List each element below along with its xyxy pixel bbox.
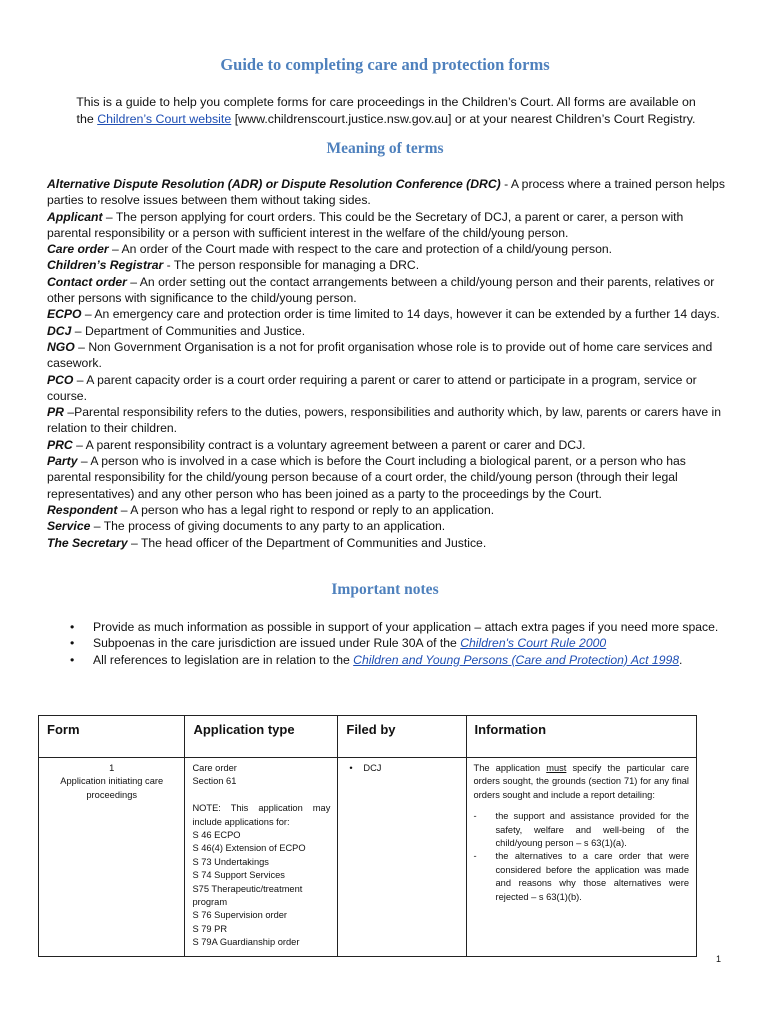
term-contact-order bbox=[47, 274, 727, 307]
note-text: All references to legislation are in relation to the bbox=[93, 652, 354, 667]
term-label: The Secretary bbox=[47, 535, 128, 550]
term-pr bbox=[47, 404, 727, 437]
terms-heading: Meaning of terms bbox=[326, 140, 444, 157]
info-list bbox=[474, 810, 689, 904]
term-dcj bbox=[47, 323, 727, 339]
term-label: Party bbox=[47, 454, 78, 469]
note-item bbox=[70, 652, 735, 668]
note-text: Provide as much information as possible in support of your application – attach extra pages if you need more space. bbox=[93, 620, 719, 634]
app-type-line: S 46 ECPO bbox=[192, 830, 241, 841]
term-pco bbox=[47, 372, 727, 405]
page-title: Guide to completing care and protection forms bbox=[220, 55, 550, 74]
term-definition: – The head officer of the Department of Communities and Justice. bbox=[127, 535, 487, 550]
term-definition: – The person applying for court orders. This could be the Secretary of DCJ, a parent or carer, a person with parental responsibility or a person with sufficient interest in the welfare of the child/young person. bbox=[47, 209, 684, 240]
info-item: - the alternatives to a care order that were considered before the application was made and reasons why those alternatives were rejected – s 63(1)(b). bbox=[474, 850, 689, 904]
term-prc bbox=[47, 437, 727, 453]
term-definition: – Non Government Organisation is a not for profit organisation whose role is to provide out of home care services and casework. bbox=[47, 339, 713, 371]
app-type-line: S 74 Support Services bbox=[192, 870, 285, 881]
note-item bbox=[70, 635, 735, 651]
term-label: Applicant bbox=[47, 209, 103, 224]
term-definition: - A process where a trained person helps parties to resolve issues between them without taking sides. bbox=[47, 177, 725, 208]
term-definition: – An emergency care and protection order is time limited to 14 days, however it can be extended by a further 14 days. bbox=[81, 307, 720, 322]
term-applicant bbox=[47, 209, 727, 242]
app-type-line: S 73 Undertakings bbox=[192, 856, 269, 867]
term-label: Service bbox=[47, 519, 91, 534]
app-type-line: S 46(4) Extension of ECPO bbox=[192, 843, 306, 854]
intro-line-2-start: the bbox=[76, 112, 98, 126]
form-number: 1 bbox=[109, 763, 115, 773]
term-service bbox=[47, 518, 727, 534]
page-number: 1 bbox=[716, 954, 722, 964]
intro-line-1: This is a guide to help you complete forms for care proceedings in the Children’s Court. All forms are available on bbox=[76, 95, 696, 109]
term-label: Children’s Registrar bbox=[47, 258, 164, 273]
term-definition: – A parent responsibility contract is a voluntary agreement between a parent or carer and DCJ. bbox=[72, 437, 586, 452]
term-care-order bbox=[47, 241, 727, 257]
intro-line-2-end: [www.childrenscourt.justice.nsw.gov.au] or at your nearest Children’s Court Registry. bbox=[231, 112, 696, 126]
header-filed-by: Filed by bbox=[338, 716, 466, 758]
header-application-type: Application type bbox=[185, 716, 338, 758]
term-party bbox=[47, 453, 727, 502]
app-type-line: S 76 Supervision order bbox=[192, 910, 288, 921]
notes-list bbox=[70, 619, 735, 668]
app-type-line: Section 61 bbox=[192, 776, 237, 787]
forms-table bbox=[38, 715, 697, 957]
table-row bbox=[39, 758, 697, 957]
notes-heading: Important notes bbox=[331, 581, 439, 598]
term-label: Alternative Dispute Resolution (ADR) or Dispute Resolution Conference (DRC) bbox=[47, 177, 501, 191]
info-item: - the support and assistance provided for the safety, welfare and well-being of the child/young person – s 63(1)(a). bbox=[474, 810, 689, 850]
intro-paragraph bbox=[40, 94, 732, 128]
application-type-cell bbox=[185, 758, 338, 957]
table-header-row bbox=[39, 716, 697, 758]
term-childrens-registrar bbox=[47, 257, 727, 273]
term-definition: – A person who has a legal right to respond or reply to an application. bbox=[117, 502, 495, 517]
form-cell bbox=[39, 758, 185, 957]
app-type-line: NOTE: This application may include applications for: bbox=[192, 803, 331, 827]
info-must: must bbox=[546, 763, 567, 773]
term-label: Respondent bbox=[47, 502, 118, 517]
app-type-line: S75 Therapeutic/treatment program bbox=[192, 883, 303, 908]
term-label: PRC bbox=[47, 437, 73, 452]
childrens-court-rule-link[interactable]: Children's Court Rule 2000 bbox=[460, 636, 607, 651]
information-cell bbox=[466, 758, 696, 957]
term-label: Care order bbox=[47, 242, 109, 257]
term-definition: – A person who is involved in a case which is before the Court including a biological parent, or a person who has parental responsibility for the child/young person because of a court order, the child/young person (through their legal representatives) and any other person who has been joined as a party to the proceedings by the Court. bbox=[47, 454, 686, 501]
term-definition: – An order setting out the contact arrangements between a child/young person and their parents, relatives or other persons with significance to the child/young person. bbox=[47, 274, 715, 306]
term-definition: – The process of giving documents to any party to an application. bbox=[90, 519, 446, 534]
term-label: ECPO bbox=[47, 307, 82, 322]
info-text: The application bbox=[473, 763, 547, 773]
term-label: PR bbox=[47, 405, 64, 420]
app-type-line bbox=[192, 789, 330, 802]
term-ngo bbox=[47, 339, 727, 372]
note-text-end: . bbox=[679, 652, 683, 667]
term-definition: – A parent capacity order is a court order requiring a parent or carer to attend or participate in a program, service or course. bbox=[47, 372, 697, 403]
term-respondent bbox=[47, 502, 727, 518]
childrens-court-website-link[interactable]: Children’s Court website bbox=[97, 112, 232, 126]
term-ecpo bbox=[47, 306, 727, 322]
term-label: Contact order bbox=[47, 274, 127, 289]
header-information: Information bbox=[466, 716, 696, 758]
term-the-secretary bbox=[47, 535, 727, 551]
note-item bbox=[70, 619, 735, 635]
filed-by-item: • DCJ bbox=[363, 762, 458, 775]
app-type-line: S 79 PR bbox=[192, 923, 228, 934]
term-definition: – An order of the Court made with respect to the care and protection of a child/young person. bbox=[108, 242, 613, 257]
terms-list bbox=[47, 176, 727, 551]
app-type-line: S 79A Guardianship order bbox=[192, 937, 300, 948]
term-adr bbox=[47, 176, 727, 209]
header-form: Form bbox=[39, 716, 185, 758]
term-definition: – Department of Communities and Justice. bbox=[71, 323, 306, 338]
note-text: Subpoenas in the care jurisdiction are issued under Rule 30A of the bbox=[93, 636, 461, 651]
info-text-end: specify the particular care orders sought, the grounds (section 71) for any final orders sought and include a report detailing: bbox=[473, 763, 690, 800]
filed-by-cell bbox=[338, 758, 466, 957]
form-name: Application initiating care proceedings bbox=[60, 776, 164, 800]
term-definition: - The person responsible for managing a DRC. bbox=[163, 258, 420, 273]
term-label: NGO bbox=[47, 339, 75, 354]
term-label: DCJ bbox=[47, 323, 72, 338]
info-intro bbox=[474, 762, 689, 802]
app-type-line: Care order bbox=[192, 763, 237, 773]
care-protection-act-link[interactable]: Children and Young Persons (Care and Protection) Act 1998 bbox=[353, 652, 680, 667]
term-definition: –Parental responsibility refers to the duties, powers, responsibilities and authority which, by law, parents or carers have in relation to their children. bbox=[47, 405, 722, 436]
term-label: PCO bbox=[47, 372, 74, 387]
